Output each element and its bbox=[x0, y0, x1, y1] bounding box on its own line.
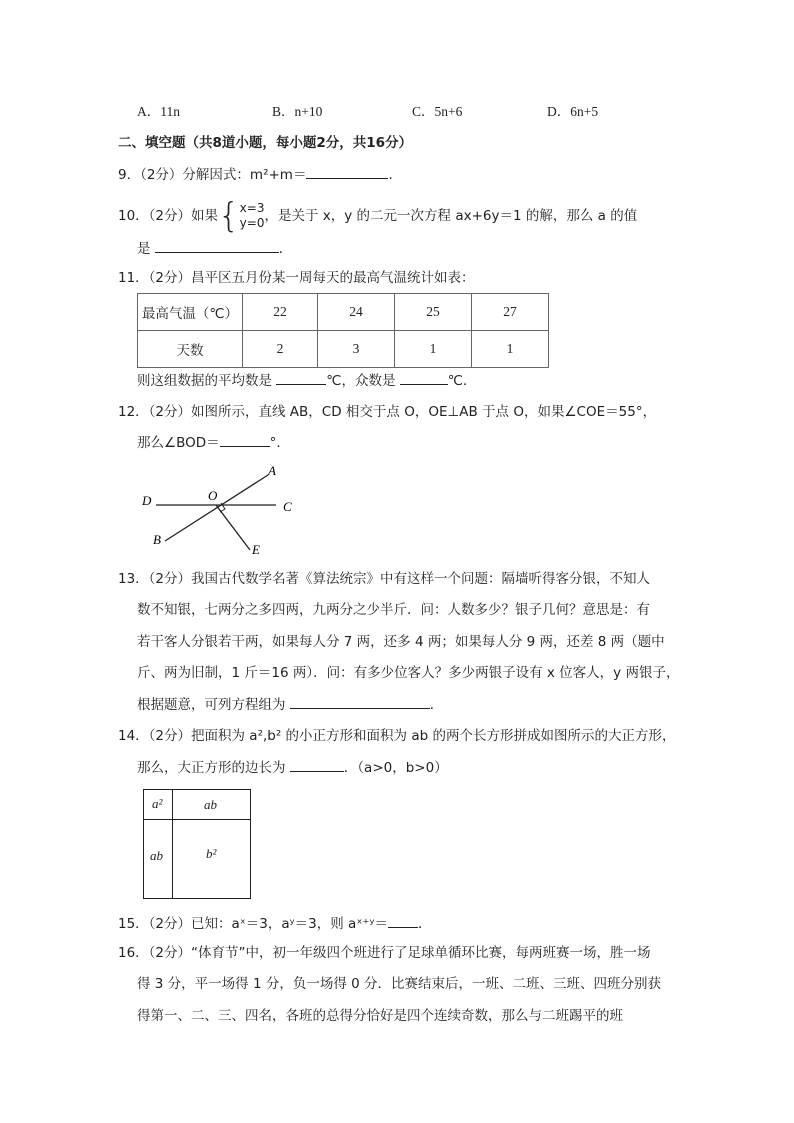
question-13-line1: 13．（2分）我国古代数学名著《算法统宗》中有这样一个问题：隔墙听得客分银，不知人 bbox=[118, 571, 651, 587]
choice-b: B．n+10 bbox=[272, 104, 323, 119]
label-b: B bbox=[153, 532, 161, 547]
label-b-squared: b² bbox=[206, 846, 217, 861]
question-10-line2 bbox=[137, 238, 292, 259]
question-14-suffix: ．（a>0，b>0） bbox=[343, 760, 448, 776]
question-16-line1: 16．（2分）“体育节”中，初一年级四个班进行了足球单循环比赛，每两班赛一场，胜一场 bbox=[118, 945, 651, 961]
question-11-title: 11．（2分）昌平区五月份某一周每天的最高气温统计如表： bbox=[118, 270, 475, 286]
table-row bbox=[138, 294, 549, 331]
question-15-end: ． bbox=[417, 916, 432, 932]
question-12-suffix: °． bbox=[269, 435, 290, 451]
choice-c: C．5n+6 bbox=[412, 104, 463, 119]
answer-blank[interactable] bbox=[220, 432, 270, 447]
table-header-cell: 最高气温（℃） bbox=[138, 294, 243, 331]
question-9-text: 9．（2分）分解因式：m²+m＝ bbox=[118, 167, 307, 183]
question-9-end: ． bbox=[388, 167, 402, 183]
label-d: D bbox=[142, 493, 152, 508]
brace-symbol: { bbox=[218, 196, 240, 236]
choice-d: D．6n+5 bbox=[547, 104, 599, 119]
divider-horizontal bbox=[144, 819, 250, 820]
answer-blank[interactable] bbox=[400, 370, 448, 385]
answer-blank[interactable] bbox=[306, 164, 388, 179]
answer-blank[interactable] bbox=[290, 757, 344, 772]
system-line-1: x=3 bbox=[239, 201, 265, 215]
label-o: O bbox=[208, 488, 218, 503]
table-header-cell: 25 bbox=[395, 294, 472, 331]
question-15-text: 15．（2分）已知：aˣ＝3，aʸ＝3，则 aˣ⁺ʸ＝ bbox=[118, 916, 388, 932]
equation-system bbox=[218, 196, 265, 236]
question-10-end: ． bbox=[278, 241, 293, 257]
label-ab-left: ab bbox=[150, 848, 163, 863]
question-10-is: 是 bbox=[137, 241, 151, 257]
table-header-cell: 22 bbox=[243, 294, 318, 331]
question-16-line3: 得第一、二、三、四名，各班的总得分恰好是四个连续奇数，那么与二班踢平的班 bbox=[137, 1008, 623, 1024]
question-15 bbox=[118, 913, 431, 934]
table-cell: 天数 bbox=[138, 331, 243, 368]
answer-prefix: 则这组数据的平均数是 bbox=[137, 373, 272, 389]
section-title: 二、填空题（共8道小题，每小题2分，共16分） bbox=[118, 135, 413, 151]
question-11-answer bbox=[137, 370, 476, 391]
system-line-2: y=0 bbox=[239, 216, 265, 230]
answer-blank[interactable] bbox=[290, 694, 430, 709]
question-13-line4: 斤、两为旧制，1 斤＝16 两）．问：有多少位客人？多少两银子设有 x 位客人，y 两银子， bbox=[137, 665, 680, 681]
question-10 bbox=[118, 196, 638, 236]
question-13-line5 bbox=[137, 694, 443, 715]
table-header-cell: 27 bbox=[472, 294, 549, 331]
label-a-squared: a² bbox=[152, 796, 163, 811]
table-cell: 1 bbox=[395, 331, 472, 368]
table-header-cell: 24 bbox=[318, 294, 395, 331]
table-row bbox=[138, 331, 549, 368]
label-a: A bbox=[268, 463, 276, 478]
temperature-table bbox=[137, 293, 549, 368]
square-figure bbox=[143, 789, 251, 899]
question-13-end: ． bbox=[429, 697, 444, 713]
label-ab-top: ab bbox=[204, 797, 217, 812]
question-9 bbox=[118, 164, 402, 185]
line-ab bbox=[165, 475, 268, 541]
table-cell: 2 bbox=[243, 331, 318, 368]
answer-blank[interactable] bbox=[276, 370, 326, 385]
question-14-line1: 14．（2分）把面积为 a²,b² 的小正方形和面积为 ab 的两个长方形拼成如图所示的大正方形， bbox=[118, 728, 676, 744]
label-c: C bbox=[283, 499, 292, 514]
answer-blank[interactable] bbox=[155, 238, 279, 253]
answer-unit-2: ℃． bbox=[447, 373, 477, 389]
answer-blank[interactable] bbox=[388, 913, 418, 928]
question-10-prefix: 10．（2分）如果 bbox=[118, 208, 219, 224]
question-13-prefix: 根据题意，可列方程组为 bbox=[137, 697, 286, 713]
question-12-line1: 12．（2分）如图所示，直线 AB，CD 相交于点 O，OE⊥AB 于点 O，如果∠COE＝55°， bbox=[118, 404, 657, 420]
question-16-line2: 得 3 分，平一场得 1 分，负一场得 0 分．比赛结束后，一班、二班、三班、四班分别获 bbox=[137, 976, 662, 992]
intersecting-lines-figure bbox=[130, 458, 300, 558]
question-10-mid: ，是关于 x，y 的二元一次方程 ax+6y＝1 的解，那么 a 的值 bbox=[264, 208, 638, 224]
question-14-line2 bbox=[137, 757, 448, 778]
question-12-prefix: 那么∠BOD＝ bbox=[137, 435, 220, 451]
answer-unit-1: ℃，众数是 bbox=[326, 373, 396, 389]
label-e: E bbox=[252, 542, 260, 557]
divider-vertical bbox=[172, 790, 173, 898]
question-14-prefix: 那么，大正方形的边长为 bbox=[137, 760, 286, 776]
question-13-line2: 数不知银，七两分之多四两，九两分之少半斤．问：人数多少？银子几何？意思是：有 bbox=[137, 602, 650, 618]
question-13-line3: 若干客人分银若干两，如果每人分 7 两，还多 4 两；如果每人分 9 两，还差 8 两（题中 bbox=[137, 634, 665, 650]
table-cell: 3 bbox=[318, 331, 395, 368]
question-12-line2 bbox=[137, 432, 290, 453]
choice-a: A．11n bbox=[137, 104, 180, 119]
table-cell: 1 bbox=[472, 331, 549, 368]
